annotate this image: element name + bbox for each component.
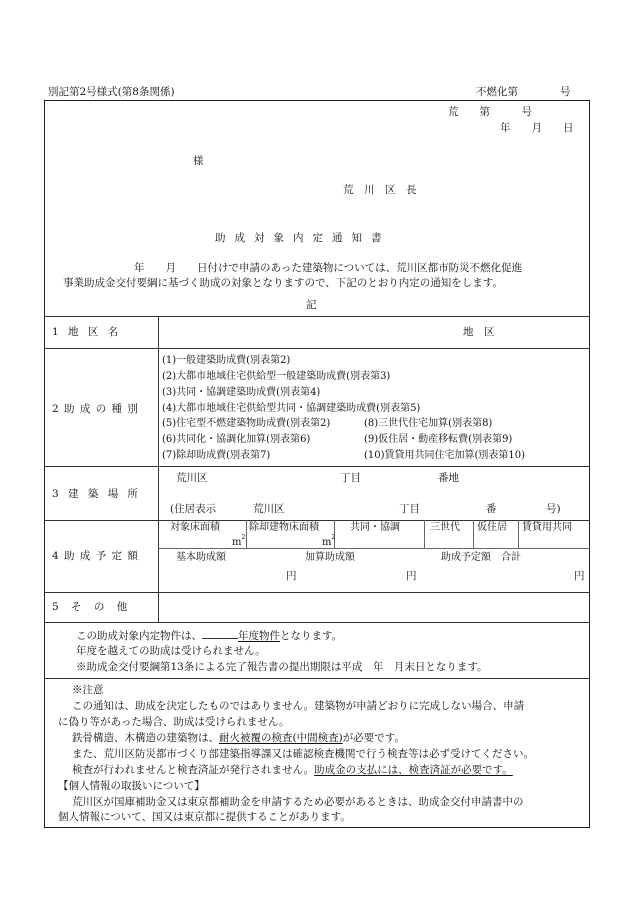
- header-additional-amount: 加算助成額: [305, 552, 355, 563]
- header-rental-housing: 賃貸用共同: [522, 522, 572, 533]
- privacy-line-1: 荒川区が国庫補助金又は東京都補助金を申請するため必要があるときは、助成金交付申請書中の: [72, 796, 524, 808]
- body-line-1: 年 月 日付けで申請のあった建築物については、荒川区都市防災不燃化促進: [134, 262, 523, 274]
- type-item-1: (1)一般建築助成費(別表第2): [162, 355, 291, 366]
- body-line-2: 事業助成金交付要綱に基づく助成の対象となりますので、下記のとおり内定の通知をします。: [63, 277, 503, 289]
- row2-label: 2 助 成 の 種 別: [52, 403, 138, 415]
- residence-chome: 丁目: [399, 503, 420, 515]
- address-chome: 丁目: [340, 472, 361, 484]
- sub-col-divider-5: [518, 520, 519, 548]
- header-joint-cooperative: 共同・協調: [350, 522, 400, 533]
- document-title: 助成対象内定通知書: [215, 232, 391, 244]
- caution-p3: また、荒川区防災都市づくり部建築指導課又は確認検査機関で行う検査等は必ず受けてください。: [72, 748, 534, 760]
- unit-m2-target: m 2: [232, 534, 246, 548]
- issue-date: 年 月 日: [500, 122, 574, 134]
- row5-label: 5 そ の 他: [52, 601, 128, 613]
- unit-m2-demolition: m 2: [322, 534, 336, 548]
- type-item-5: (5)住宅型不燃建築物助成費(別表第2): [162, 418, 331, 429]
- header-temporary-housing: 仮住居: [477, 522, 507, 533]
- address-banchi: 番地: [438, 472, 459, 484]
- row3-label: 3 建 築 場 所: [52, 488, 139, 500]
- header-target-floor-area: 対象床面積: [170, 522, 220, 533]
- label-column-divider: [158, 316, 159, 622]
- header-demolition-floor-area: 除却建物床面積: [249, 522, 319, 533]
- residence-ward: 荒川区: [253, 503, 285, 515]
- type-item-6: (6)共同化・協調化加算(別表第6): [162, 434, 311, 445]
- fine-number: 不燃化第 号: [476, 86, 571, 98]
- sub-col-divider-3: [424, 520, 425, 548]
- privacy-title: 【個人情報の取扱いについて】: [58, 780, 205, 792]
- yen-basic: 円: [286, 570, 297, 582]
- type-item-2: (2)大都市地域住宅供給型一般建築助成費(別表第3): [162, 371, 391, 382]
- ki-label: 記: [306, 299, 317, 311]
- address-ward: 荒川区: [176, 472, 208, 484]
- caution-title: ※注意: [72, 684, 104, 696]
- district-value: 地 区: [463, 326, 495, 338]
- row1-label: 1 地 区 名: [52, 326, 119, 338]
- caution-p1-line2: に偽り等があった場合、助成は受けられません。: [58, 716, 290, 728]
- type-item-3: (3)共同・協調建築助成費(別表第4): [162, 387, 321, 398]
- sub-col-divider-1: [246, 520, 247, 548]
- yen-total: 円: [574, 570, 585, 582]
- caution-p2: 鉄骨構造、木構造の建築物は、耐火被覆の検査(中間検査)が必要です。: [72, 732, 405, 744]
- privacy-line-2: 個人情報について、国又は東京都に提供することがあります。: [58, 811, 351, 823]
- form-label: 別記第2号様式(第8条関係): [48, 86, 175, 98]
- notes-line-2: 年度を越えての助成は受けられません。: [76, 645, 266, 657]
- residence-ban: 番: [486, 503, 497, 515]
- addressee-suffix: 様: [193, 155, 204, 167]
- residence-display-prefix: (住居表示: [170, 503, 217, 515]
- caution-p4: 検査が行われませんと検査済証が発行されません。助成金の支払には、検査済証が必要です。: [72, 764, 513, 776]
- residence-go: 号): [546, 503, 561, 515]
- type-item-8: (8)三世代住宅加算(別表第8): [364, 418, 493, 429]
- type-item-4: (4)大都市地域住宅供給型共同・協調建築助成費(別表第5): [162, 403, 421, 414]
- row-divider-2: [44, 466, 590, 467]
- type-item-10: (10)賃貸用共同住宅加算(別表第10): [364, 450, 526, 461]
- header-basic-amount: 基本助成額: [176, 552, 226, 563]
- caution-p1-line1: この通知は、助成を決定したものではありません。建築物が申請どおりに完成しない場合、申請: [72, 700, 525, 712]
- header-three-generation: 三世代: [430, 522, 460, 533]
- table-top-border: [44, 316, 590, 317]
- header-total-amount: 助成予定額 合計: [441, 552, 521, 563]
- table-bottom-border: [44, 622, 590, 623]
- row4-label: 4 助 成 予 定 額: [52, 550, 138, 562]
- yen-additional: 円: [406, 570, 417, 582]
- sender: 荒 川 区 長: [343, 184, 417, 196]
- document-number: 荒 第 号: [448, 106, 532, 118]
- row-divider-4: [44, 592, 590, 593]
- type-item-9: (9)仮住居・動産移転費(別表第9): [364, 434, 513, 445]
- notes-line-1: この助成対象内定物件は、 年度物件となります。: [76, 630, 343, 642]
- caution-divider: [44, 678, 590, 679]
- row-divider-1: [44, 348, 590, 349]
- amount-row-divider: [158, 548, 590, 549]
- type-item-7: (7)除却助成費(別表第7): [162, 450, 271, 461]
- row-divider-3: [44, 520, 590, 521]
- notes-line-3: ※助成金交付要綱第13条による完了報告書の提出期限は平成 年 月末日となります。: [76, 661, 488, 673]
- sub-col-divider-4: [473, 520, 474, 548]
